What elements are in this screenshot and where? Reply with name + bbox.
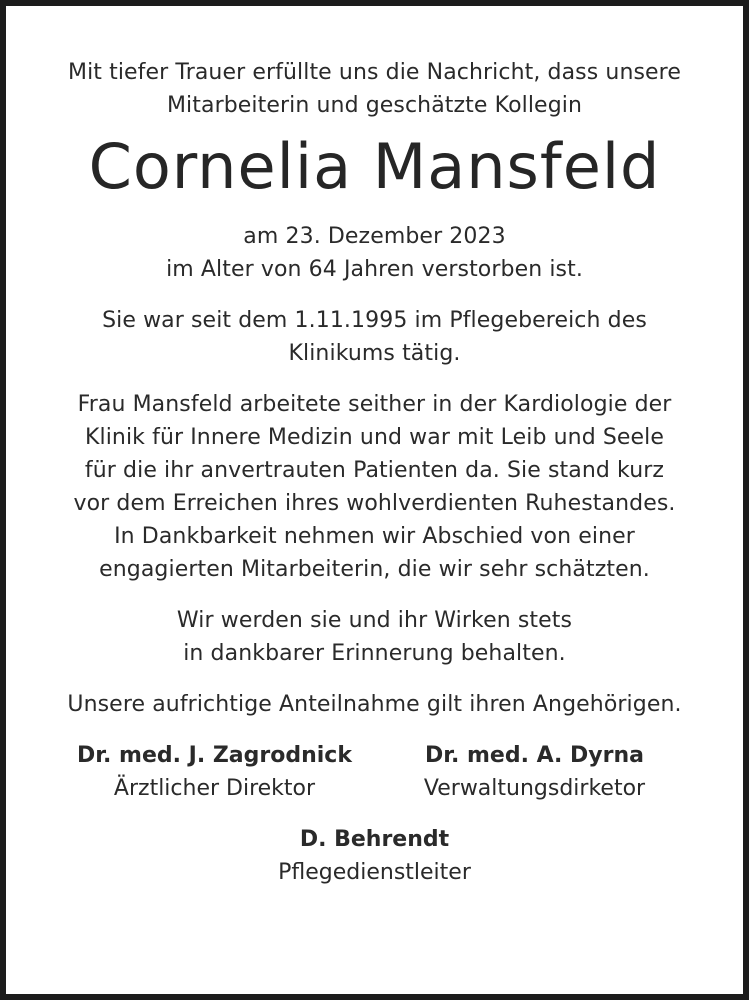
spacer bbox=[12, 721, 737, 739]
signature-row bbox=[12, 739, 737, 805]
spacer bbox=[12, 286, 737, 304]
signatory-name: D. Behrendt bbox=[299, 827, 450, 852]
spacer bbox=[12, 670, 737, 688]
signatory-role: Verwaltungsdirketor bbox=[423, 776, 646, 801]
signatory-2 bbox=[375, 739, 695, 805]
career-line-2: Klinik für Innere Medizin und war mit Leib und Seele bbox=[84, 425, 665, 450]
spacer bbox=[12, 805, 737, 823]
signatory-name: Dr. med. A. Dyrna bbox=[424, 743, 644, 768]
obituary-content bbox=[12, 56, 737, 889]
date-line-1: am 23. Dezember 2023 bbox=[243, 224, 506, 249]
signatory-3 bbox=[215, 823, 535, 889]
spacer bbox=[12, 586, 737, 604]
signatory-role: Ärztlicher Direktor bbox=[113, 776, 316, 801]
spacer bbox=[12, 370, 737, 388]
signatory-1 bbox=[55, 739, 375, 805]
signatory-name: Dr. med. J. Zagrodnick bbox=[77, 743, 352, 768]
date-line-2: im Alter von 64 Jahren verstorben ist. bbox=[166, 257, 583, 282]
service-line-1: Sie war seit dem 1.11.1995 im Pflegebereich des bbox=[102, 308, 647, 333]
career-line-6: engagierten Mitarbeiterin, die wir sehr schätzten. bbox=[99, 557, 650, 582]
career-line-4: vor dem Erreichen ihres wohlverdienten Ruhestandes. bbox=[73, 491, 676, 516]
career-line-3: für die ihr anvertrauten Patienten da. Sie stand kurz bbox=[84, 458, 665, 483]
deceased-name: Cornelia Mansfeld bbox=[88, 130, 661, 203]
spacer bbox=[12, 212, 737, 220]
memory-line-1: Wir werden sie und ihr Wirken stets bbox=[176, 608, 573, 633]
career-line-5: In Dankbarkeit nehmen wir Abschied von einer bbox=[114, 524, 635, 549]
service-line-2: Klinikums tätig. bbox=[288, 341, 461, 366]
condolence-line: Unsere aufrichtige Anteilnahme gilt ihren Angehörigen. bbox=[67, 692, 682, 717]
memory-line-2: in dankbarer Erinnerung behalten. bbox=[183, 641, 566, 666]
intro-line-1: Mit tiefer Trauer erfüllte uns die Nachricht, dass unsere bbox=[68, 60, 681, 85]
intro-line-2: Mitarbeiterin und geschätzte Kollegin bbox=[166, 93, 583, 118]
signatory-role: Pflegedienstleiter bbox=[278, 860, 471, 885]
career-line-1: Frau Mansfeld arbeitete seither in der Kardiologie der bbox=[77, 392, 672, 417]
